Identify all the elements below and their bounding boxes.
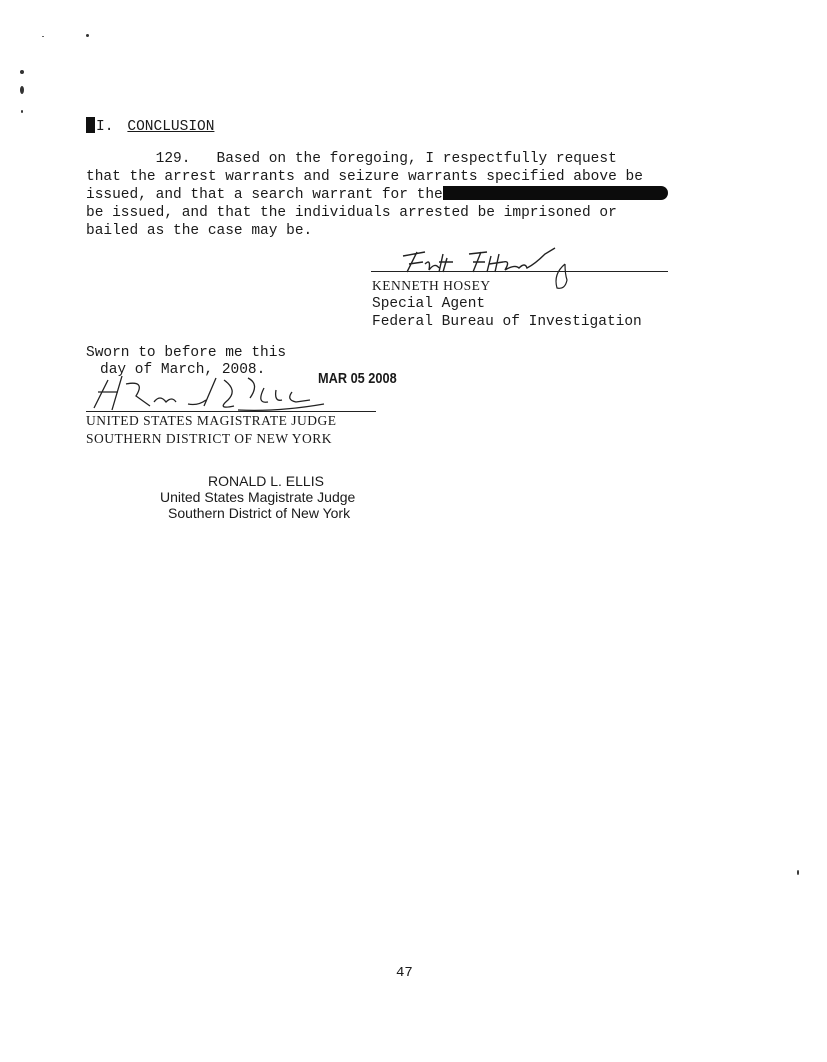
paragraph-line: issued, and that a search warrant for the [86, 186, 668, 204]
judge-stamp-district: Southern District of New York [168, 505, 351, 521]
conclusion-paragraph [86, 150, 668, 240]
scan-speck [20, 70, 24, 74]
affiant-title: Special Agent [372, 296, 486, 312]
scan-speck [20, 86, 24, 94]
paragraph-line: bailed as the case may be. [86, 223, 313, 239]
affiant-signature-line [371, 271, 668, 272]
judge-signature [88, 370, 348, 416]
scan-speck [42, 36, 44, 37]
judge-district: SOUTHERN DISTRICT OF NEW YORK [86, 431, 333, 446]
jurat-line-1: Sworn to before me this [86, 345, 287, 361]
scan-speck [21, 110, 23, 113]
paragraph-line: that the arrest warrants and seizure warrants specified above be [86, 169, 643, 185]
jurat-line-2: day of March, 2008. [100, 362, 266, 378]
scan-speck [86, 34, 89, 37]
section-title: CONCLUSION [127, 119, 215, 135]
redaction-block [443, 186, 668, 200]
judge-stamp-name: RONALD L. ELLIS [208, 473, 324, 489]
redaction-mark [86, 117, 95, 133]
affiant-block [372, 277, 642, 331]
section-heading [86, 117, 214, 136]
affiant-agency: Federal Bureau of Investigation [372, 314, 642, 330]
scan-speck [797, 870, 799, 875]
affiant-name: KENNETH HOSEY [372, 278, 491, 293]
judge-title: UNITED STATES MAGISTRATE JUDGE [86, 413, 337, 428]
page-number: 47 [396, 965, 413, 981]
paragraph-line: 129. Based on the foregoing, I respectfully request [86, 151, 617, 167]
section-numeral: I. [96, 119, 114, 135]
judge-stamp-title: United States Magistrate Judge [160, 489, 356, 505]
paragraph-line: be issued, and that the individuals arrested be imprisoned or [86, 205, 617, 221]
date-stamp: MAR 05 2008 [318, 370, 397, 387]
